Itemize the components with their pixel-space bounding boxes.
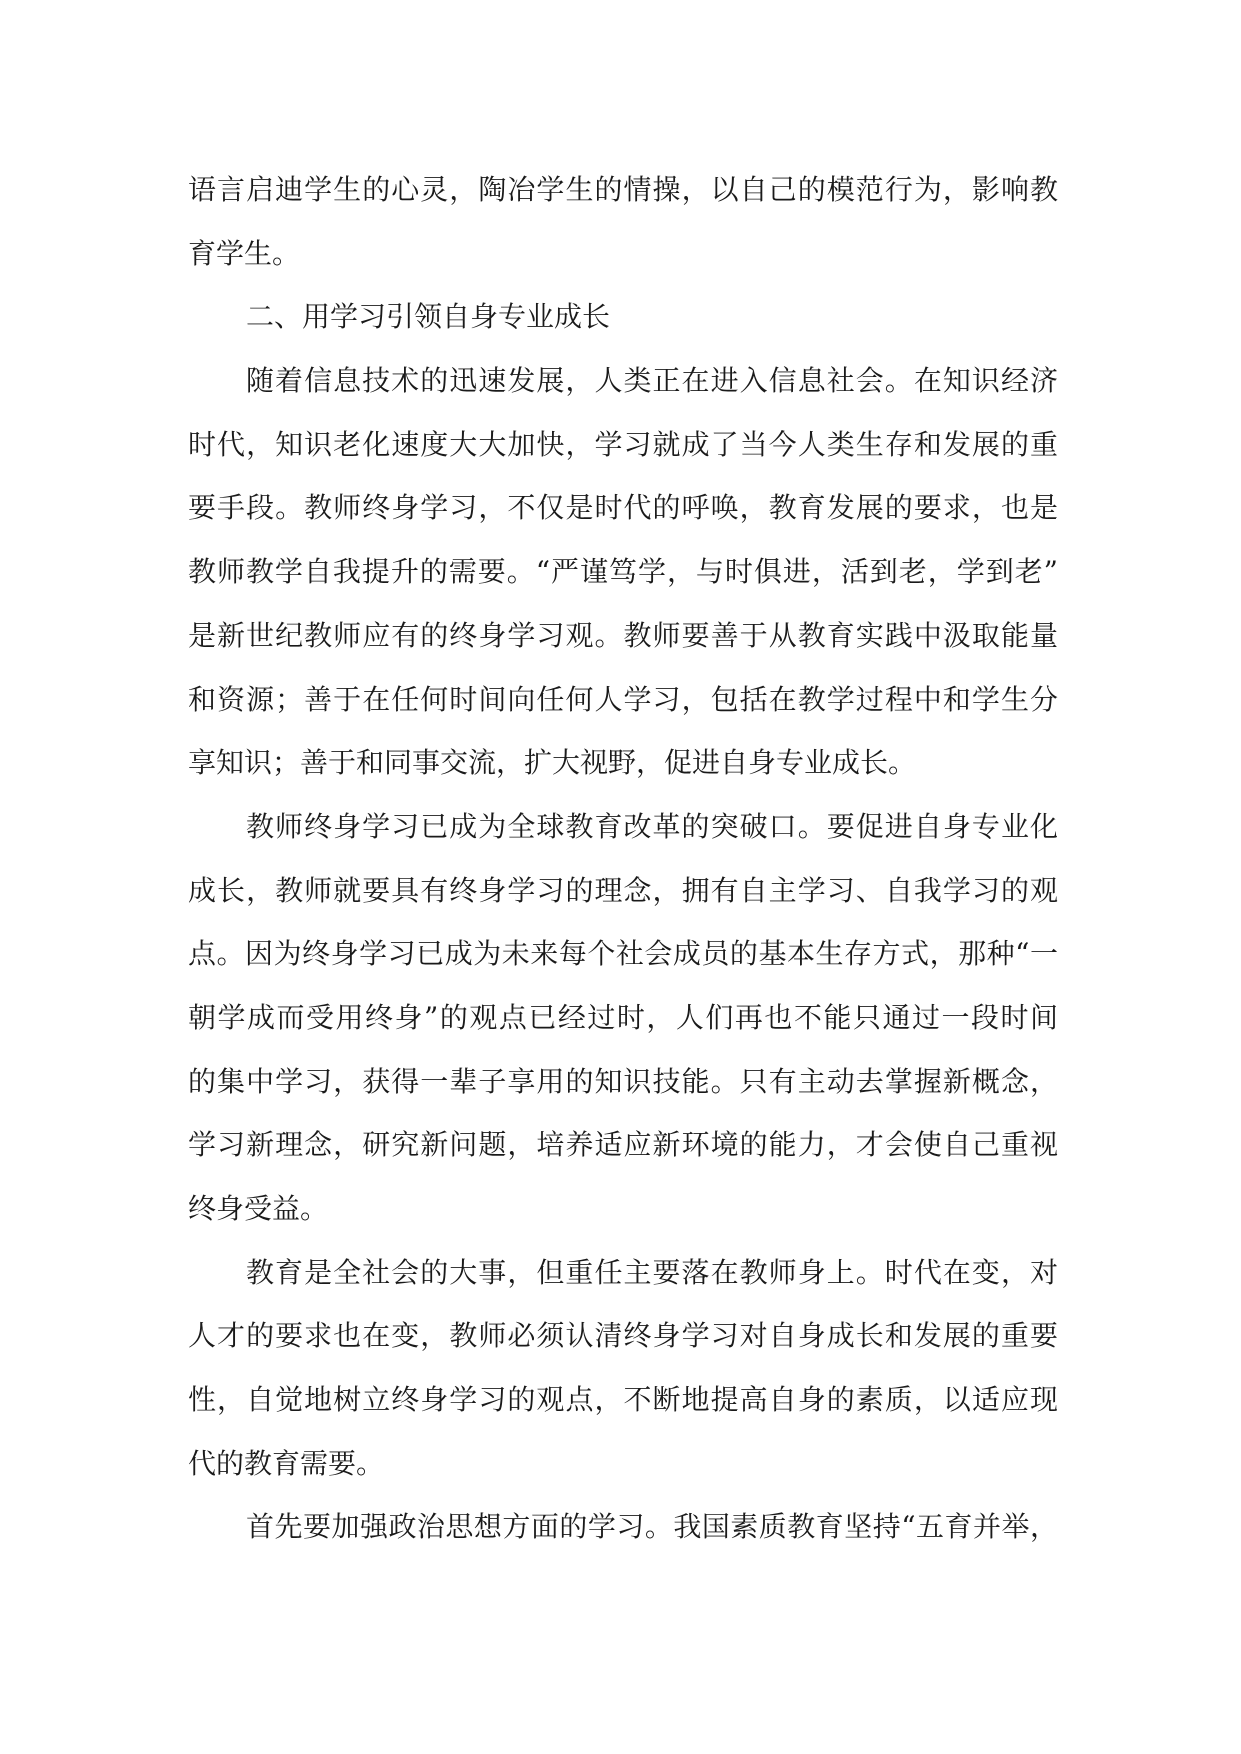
text-line: 享知识；善于和同事交流，扩大视野，促进自身专业成长。 bbox=[188, 746, 917, 780]
text-line: 是新世纪教师应有的终身学习观。教师要善于从教育实践中汲取能量 bbox=[188, 618, 1058, 652]
text-line: 首先要加强政治思想方面的学习。我国素质教育坚持“五育并举， bbox=[246, 1510, 1058, 1544]
text-line: 终身受益。 bbox=[188, 1192, 329, 1225]
text-line: 教育是全社会的大事，但重任主要落在教师身上。时代在变，对 bbox=[246, 1255, 1058, 1289]
text-line: 育学生。 bbox=[188, 236, 301, 270]
text-line: 学习新理念，研究新问题，培养适应新环境的能力，才会使自己重视 bbox=[188, 1128, 1058, 1162]
text-line: 代的教育需要。 bbox=[188, 1446, 385, 1480]
text-line: 要手段。教师终身学习，不仅是时代的呼唤，教育发展的要求，也是 bbox=[188, 491, 1058, 525]
text-line: 朝学成而受用终身”的观点已经过时，人们再也不能只通过一段时间 bbox=[188, 1000, 1058, 1034]
text-line: 教师教学自我提升的需要。“严谨笃学，与时俱进，活到老，学到老” bbox=[188, 555, 1058, 589]
text-line: 的集中学习，获得一辈子享用的知识技能。只有主动去掌握新概念， bbox=[188, 1064, 1058, 1098]
text-line: 性，自觉地树立终身学习的观点，不断地提高自身的素质，以适应现 bbox=[188, 1383, 1058, 1417]
text-line: 和资源；善于在任何时间向任何人学习，包括在教学过程中和学生分 bbox=[188, 682, 1058, 716]
text-line: 成长，教师就要具有终身学习的理念，拥有自主学习、自我学习的观 bbox=[188, 873, 1058, 907]
section-heading: 二、用学习引领自身专业成长 bbox=[246, 300, 611, 334]
body-text bbox=[188, 158, 1058, 1559]
text-line: 语言启迪学生的心灵，陶冶学生的情操，以自己的模范行为，影响教 bbox=[188, 173, 1058, 206]
text-line: 时代，知识老化速度大大加快，学习就成了当今人类生存和发展的重 bbox=[188, 427, 1058, 461]
text-line: 随着信息技术的迅速发展，人类正在进入信息社会。在知识经济 bbox=[246, 364, 1058, 398]
text-line: 人才的要求也在变，教师必须认清终身学习对自身成长和发展的重要 bbox=[188, 1319, 1058, 1353]
text-line: 教师终身学习已成为全球教育改革的突破口。要促进自身专业化 bbox=[246, 809, 1058, 843]
text-line: 点。因为终身学习已成为未来每个社会成员的基本生存方式，那种“一 bbox=[188, 937, 1058, 971]
